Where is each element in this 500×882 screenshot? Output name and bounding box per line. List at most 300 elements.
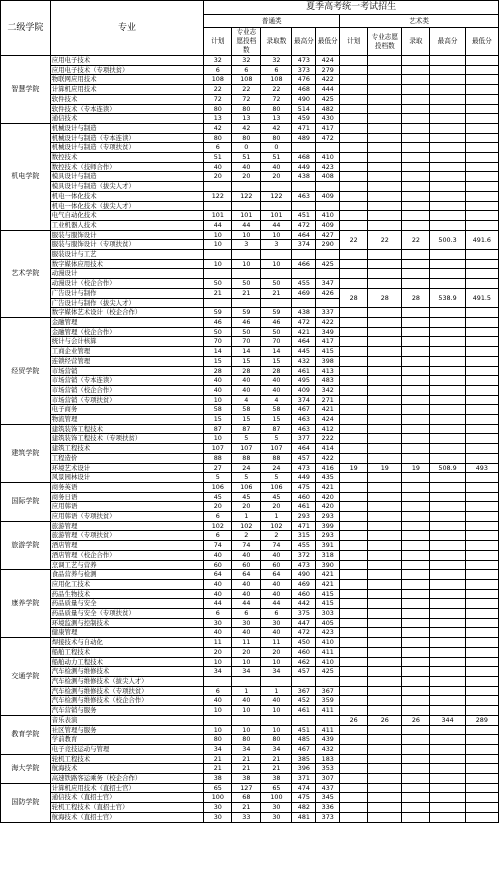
table-row — [1, 686, 499, 696]
general-cell — [232, 298, 261, 308]
art-cell — [368, 65, 402, 75]
table-row — [1, 725, 499, 735]
art-cell — [465, 153, 498, 163]
art-cell — [402, 269, 430, 279]
art-cell — [402, 812, 430, 822]
major-name: 建筑工程技术 — [50, 444, 204, 454]
general-cell: 50 — [204, 279, 232, 289]
major-name: 旅游管理（专项扶贫） — [50, 531, 204, 541]
major-name: 工业机器人技术 — [50, 220, 204, 230]
art-cell — [340, 686, 368, 696]
art-cell: 22 — [340, 230, 368, 249]
major-name: 药品生物技术 — [50, 589, 204, 599]
art-cell — [340, 65, 368, 75]
col-general-applications: 专业志愿投档数 — [232, 28, 261, 56]
major-name: 通信技术（直招士官） — [50, 793, 204, 803]
general-cell: 417 — [316, 123, 340, 133]
major-name: 连锁经营管理 — [50, 356, 204, 366]
major-name: 模具设计与制造 — [50, 172, 204, 182]
art-cell — [340, 434, 368, 444]
table-row — [1, 259, 499, 269]
general-cell: 58 — [261, 405, 292, 415]
general-cell: 10 — [261, 230, 292, 240]
art-cell — [340, 347, 368, 357]
art-cell — [430, 473, 465, 483]
art-cell — [368, 153, 402, 163]
table-row — [1, 211, 499, 221]
general-cell: 1 — [232, 512, 261, 522]
art-cell — [465, 211, 498, 221]
general-cell: 64 — [204, 570, 232, 580]
general-cell: 293 — [316, 512, 340, 522]
general-cell: 0 — [232, 143, 261, 153]
art-cell — [402, 793, 430, 803]
art-cell — [465, 347, 498, 357]
general-cell: 122 — [232, 191, 261, 201]
general-cell: 463 — [292, 424, 316, 434]
art-cell — [402, 482, 430, 492]
table-row — [1, 162, 499, 172]
general-cell: 72 — [261, 94, 292, 104]
art-cell — [368, 279, 402, 289]
art-cell — [340, 502, 368, 512]
general-cell: 467 — [292, 744, 316, 754]
general-cell: 80 — [261, 133, 292, 143]
art-cell: 22 — [402, 230, 430, 249]
art-cell — [465, 104, 498, 114]
general-cell — [204, 250, 232, 260]
general-cell: 30 — [204, 803, 232, 813]
general-cell: 183 — [316, 754, 340, 764]
general-cell: 101 — [261, 211, 292, 221]
general-cell: 21 — [204, 764, 232, 774]
art-cell — [340, 560, 368, 570]
art-cell — [430, 143, 465, 153]
art-cell — [368, 162, 402, 172]
col-art-plan: 计划 — [340, 28, 368, 56]
general-cell: 14 — [204, 347, 232, 357]
art-cell — [340, 337, 368, 347]
art-cell — [402, 628, 430, 638]
college-name: 教育学院 — [1, 715, 51, 754]
art-cell — [465, 609, 498, 619]
table-row — [1, 288, 499, 298]
general-cell: 409 — [292, 385, 316, 395]
art-cell — [340, 774, 368, 784]
art-cell — [430, 376, 465, 386]
art-cell — [402, 550, 430, 560]
major-name: 学前教育 — [50, 735, 204, 745]
major-name: 通信技术 — [50, 114, 204, 124]
general-cell: 5 — [261, 434, 292, 444]
col-art-applications: 专业志愿投档数 — [368, 28, 402, 56]
art-cell: 289 — [465, 715, 498, 725]
art-cell — [465, 327, 498, 337]
college-name: 交通学院 — [1, 638, 51, 716]
table-row — [1, 628, 499, 638]
art-cell — [340, 696, 368, 706]
general-cell: 60 — [261, 560, 292, 570]
general-cell — [316, 201, 340, 211]
art-cell — [430, 356, 465, 366]
art-cell — [340, 599, 368, 609]
general-cell — [292, 182, 316, 192]
art-cell — [402, 754, 430, 764]
general-cell: 461 — [292, 706, 316, 716]
major-name: 音乐表演 — [50, 715, 204, 725]
general-cell: 444 — [316, 85, 340, 95]
art-cell — [368, 337, 402, 347]
art-cell — [340, 279, 368, 289]
general-cell: 468 — [292, 85, 316, 95]
general-cell: 411 — [316, 647, 340, 657]
art-cell — [340, 579, 368, 589]
major-name: 酒店管理（校企合作） — [50, 550, 204, 560]
art-cell — [340, 191, 368, 201]
art-cell — [340, 182, 368, 192]
art-cell — [368, 385, 402, 395]
art-cell — [402, 667, 430, 677]
general-cell: 10 — [204, 725, 232, 735]
art-cell — [340, 793, 368, 803]
art-cell — [465, 638, 498, 648]
art-cell: 538.9 — [430, 288, 465, 307]
table-row — [1, 347, 499, 357]
art-cell — [402, 706, 430, 716]
general-cell: 46 — [261, 317, 292, 327]
general-cell: 415 — [316, 347, 340, 357]
general-cell: 34 — [232, 744, 261, 754]
art-cell — [368, 114, 402, 124]
general-cell: 101 — [204, 211, 232, 221]
major-name: 船舶工程技术 — [50, 647, 204, 657]
general-cell: 421 — [292, 327, 316, 337]
art-cell — [368, 521, 402, 531]
general-cell: 40 — [232, 589, 261, 599]
general-cell: 10 — [261, 706, 292, 716]
general-cell — [316, 298, 340, 308]
major-name: 汽车检测与维修技术 — [50, 667, 204, 677]
general-cell: 30 — [261, 812, 292, 822]
general-cell: 490 — [292, 94, 316, 104]
table-row — [1, 599, 499, 609]
table-row — [1, 463, 499, 473]
general-cell: 21 — [261, 754, 292, 764]
art-cell — [368, 104, 402, 114]
general-cell: 452 — [292, 696, 316, 706]
art-cell — [430, 744, 465, 754]
major-name: 药品质量与安全（专项扶贫） — [50, 609, 204, 619]
general-cell: 108 — [261, 75, 292, 85]
art-cell — [402, 75, 430, 85]
art-cell — [368, 492, 402, 502]
general-cell: 127 — [232, 783, 261, 793]
art-cell — [340, 735, 368, 745]
general-cell: 40 — [261, 550, 292, 560]
general-cell: 46 — [204, 317, 232, 327]
general-cell: 40 — [232, 550, 261, 560]
art-cell — [340, 114, 368, 124]
art-cell — [402, 764, 430, 774]
table-row — [1, 754, 499, 764]
art-cell — [430, 754, 465, 764]
art-cell — [368, 754, 402, 764]
general-cell: 437 — [316, 783, 340, 793]
table-row — [1, 250, 499, 260]
table-row — [1, 618, 499, 628]
art-cell — [368, 482, 402, 492]
general-cell: 20 — [261, 647, 292, 657]
general-cell: 359 — [316, 696, 340, 706]
art-cell — [465, 356, 498, 366]
art-cell — [430, 667, 465, 677]
art-cell — [368, 667, 402, 677]
major-name: 机电一体化技术（拔尖人才） — [50, 201, 204, 211]
art-cell — [430, 75, 465, 85]
art-cell — [465, 317, 498, 327]
art-cell — [402, 521, 430, 531]
general-cell: 10 — [204, 230, 232, 240]
art-cell — [340, 162, 368, 172]
art-cell — [465, 143, 498, 153]
art-cell — [368, 250, 402, 260]
art-cell — [368, 356, 402, 366]
art-cell — [402, 541, 430, 551]
art-cell — [402, 560, 430, 570]
art-cell — [340, 133, 368, 143]
art-cell — [465, 385, 498, 395]
general-cell: 416 — [316, 463, 340, 473]
art-cell — [465, 308, 498, 318]
art-cell: 491.5 — [465, 288, 498, 307]
general-cell: 40 — [261, 628, 292, 638]
art-cell — [430, 482, 465, 492]
art-cell — [402, 609, 430, 619]
art-cell — [430, 269, 465, 279]
general-cell: 27 — [204, 463, 232, 473]
art-cell — [465, 783, 498, 793]
general-cell: 385 — [292, 754, 316, 764]
general-cell: 460 — [292, 589, 316, 599]
major-name: 金融管理 — [50, 317, 204, 327]
general-cell: 108 — [232, 75, 261, 85]
art-cell — [430, 424, 465, 434]
art-cell — [340, 453, 368, 463]
art-cell — [430, 308, 465, 318]
art-cell — [465, 424, 498, 434]
art-cell — [430, 531, 465, 541]
art-cell: 491.6 — [465, 230, 498, 249]
art-cell — [340, 744, 368, 754]
art-cell — [402, 162, 430, 172]
art-cell — [430, 133, 465, 143]
major-name: 药品质量与安全 — [50, 599, 204, 609]
major-name: 应用电子技术 — [50, 56, 204, 66]
art-cell — [368, 803, 402, 813]
general-cell: 463 — [292, 191, 316, 201]
art-cell — [465, 803, 498, 813]
art-cell — [340, 482, 368, 492]
art-cell — [368, 327, 402, 337]
major-name: 服装设计与工艺 — [50, 250, 204, 260]
general-cell: 40 — [204, 579, 232, 589]
table-row — [1, 560, 499, 570]
general-cell: 100 — [261, 793, 292, 803]
general-cell: 68 — [232, 793, 261, 803]
art-cell — [340, 638, 368, 648]
art-cell — [368, 376, 402, 386]
general-cell: 80 — [261, 104, 292, 114]
general-cell: 420 — [316, 492, 340, 502]
major-name: 软件技术（专本连读） — [50, 104, 204, 114]
art-cell — [430, 279, 465, 289]
art-cell — [368, 657, 402, 667]
art-cell — [368, 550, 402, 560]
table-row — [1, 696, 499, 706]
art-cell — [368, 259, 402, 269]
general-cell: 377 — [292, 434, 316, 444]
art-cell — [402, 473, 430, 483]
general-cell: 483 — [316, 376, 340, 386]
art-cell — [368, 405, 402, 415]
art-cell — [465, 395, 498, 405]
table-row — [1, 531, 499, 541]
general-cell: 15 — [261, 356, 292, 366]
general-cell: 390 — [316, 560, 340, 570]
art-cell — [402, 133, 430, 143]
general-cell: 293 — [316, 531, 340, 541]
general-cell — [292, 677, 316, 687]
general-cell: 475 — [292, 793, 316, 803]
major-name: 市场营销 — [50, 366, 204, 376]
art-cell — [430, 696, 465, 706]
art-cell — [430, 570, 465, 580]
general-cell: 438 — [292, 172, 316, 182]
general-cell: 307 — [316, 774, 340, 784]
art-cell — [430, 250, 465, 260]
major-name: 应用韩语（专项扶贫） — [50, 512, 204, 522]
general-cell: 460 — [292, 647, 316, 657]
general-cell — [292, 269, 316, 279]
general-cell: 421 — [316, 579, 340, 589]
art-cell — [402, 405, 430, 415]
art-cell — [430, 123, 465, 133]
art-cell — [402, 735, 430, 745]
art-cell — [430, 104, 465, 114]
art-cell — [402, 182, 430, 192]
major-name: 数控技术 — [50, 153, 204, 163]
art-cell: 28 — [368, 288, 402, 307]
major-name: 服装与服饰设计 — [50, 230, 204, 240]
general-cell — [292, 715, 316, 725]
general-cell: 469 — [292, 288, 316, 298]
art-cell — [465, 521, 498, 531]
table-row — [1, 220, 499, 230]
art-cell — [465, 512, 498, 522]
art-cell — [368, 609, 402, 619]
general-cell: 87 — [232, 424, 261, 434]
art-cell — [430, 317, 465, 327]
art-cell — [340, 618, 368, 628]
general-cell: 303 — [316, 609, 340, 619]
table-row — [1, 812, 499, 822]
art-cell — [368, 172, 402, 182]
art-cell — [402, 589, 430, 599]
art-cell — [402, 94, 430, 104]
table-row — [1, 104, 499, 114]
general-cell: 51 — [204, 153, 232, 163]
table-row — [1, 182, 499, 192]
general-cell: 413 — [316, 366, 340, 376]
general-cell: 423 — [316, 162, 340, 172]
table-row — [1, 153, 499, 163]
general-cell: 461 — [292, 502, 316, 512]
art-cell — [368, 317, 402, 327]
table-row — [1, 803, 499, 813]
art-cell — [465, 589, 498, 599]
general-cell: 21 — [232, 803, 261, 813]
general-cell: 24 — [261, 463, 292, 473]
general-cell: 426 — [316, 288, 340, 298]
art-cell — [465, 269, 498, 279]
art-cell — [340, 706, 368, 716]
general-cell: 410 — [316, 657, 340, 667]
art-cell — [465, 75, 498, 85]
general-cell: 367 — [316, 686, 340, 696]
art-cell: 508.9 — [430, 463, 465, 473]
general-cell: 471 — [292, 123, 316, 133]
general-cell: 50 — [261, 279, 292, 289]
table-row — [1, 453, 499, 463]
general-cell: 80 — [232, 104, 261, 114]
art-cell — [340, 153, 368, 163]
general-cell — [316, 269, 340, 279]
general-cell: 5 — [261, 473, 292, 483]
general-cell: 107 — [261, 444, 292, 454]
art-cell — [368, 531, 402, 541]
art-cell — [368, 638, 402, 648]
art-cell — [402, 356, 430, 366]
general-cell: 1 — [261, 686, 292, 696]
art-cell: 28 — [402, 288, 430, 307]
general-cell: 34 — [261, 667, 292, 677]
college-name: 海大学院 — [1, 754, 51, 783]
general-cell: 20 — [232, 502, 261, 512]
art-cell — [430, 541, 465, 551]
general-cell: 21 — [232, 764, 261, 774]
art-cell — [368, 696, 402, 706]
art-cell — [402, 415, 430, 425]
art-cell — [430, 453, 465, 463]
general-cell — [261, 201, 292, 211]
general-cell: 24 — [232, 463, 261, 473]
art-cell — [368, 599, 402, 609]
art-cell — [402, 347, 430, 357]
general-header: 普通类 — [204, 15, 340, 28]
general-cell: 472 — [316, 133, 340, 143]
table-row — [1, 230, 499, 240]
general-cell — [204, 269, 232, 279]
art-cell — [402, 385, 430, 395]
general-cell: 28 — [261, 366, 292, 376]
general-cell: 347 — [316, 279, 340, 289]
art-cell — [430, 706, 465, 716]
table-row — [1, 143, 499, 153]
art-cell — [340, 531, 368, 541]
art-cell — [368, 812, 402, 822]
general-cell: 6 — [204, 512, 232, 522]
general-cell: 22 — [261, 85, 292, 95]
